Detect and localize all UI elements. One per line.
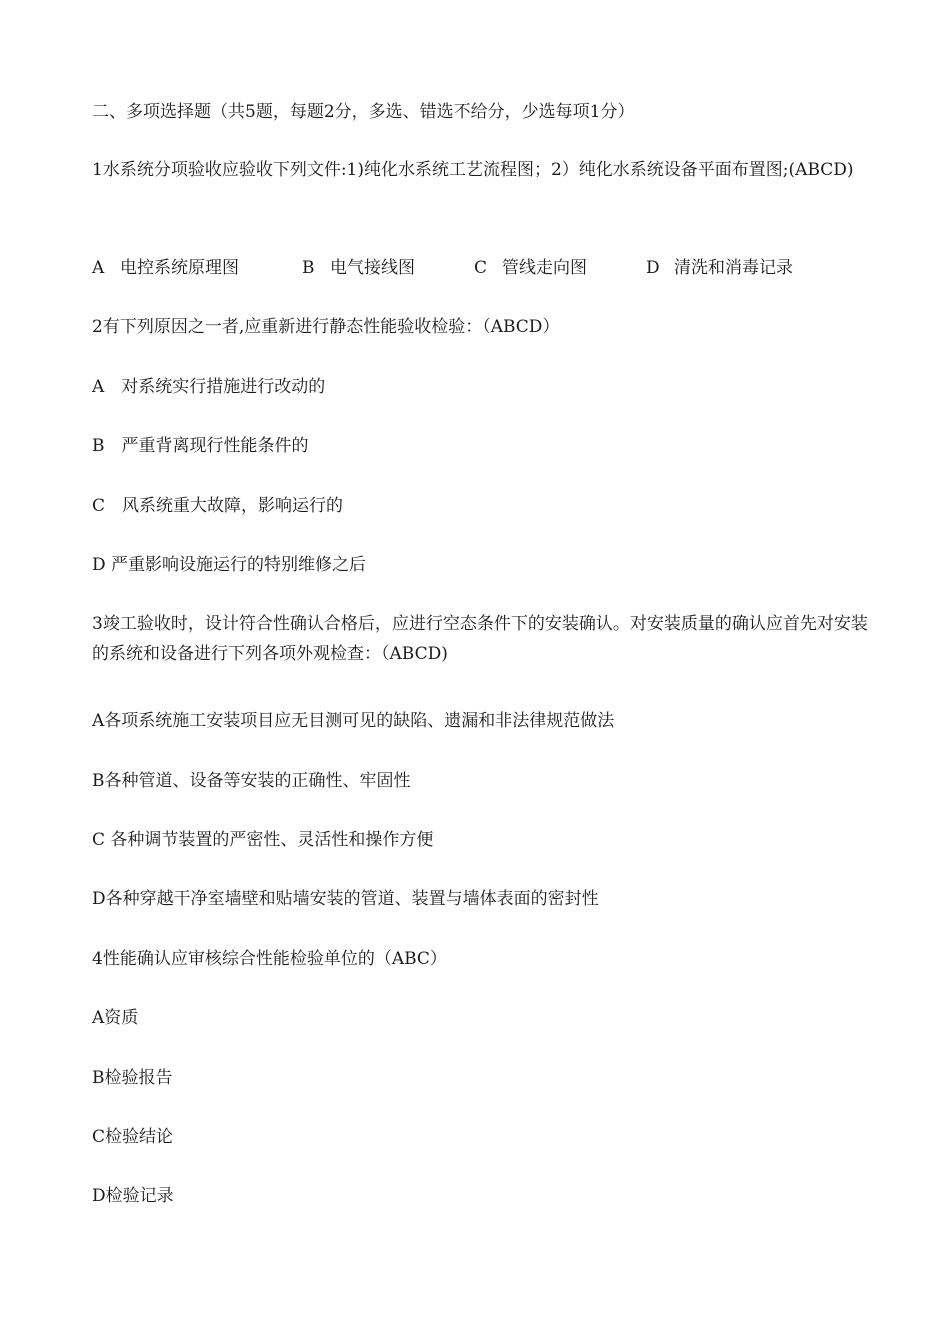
option-letter: C bbox=[474, 258, 488, 278]
question-4-option-a: A资质 bbox=[92, 1008, 139, 1028]
question-2-option-c: C 风系统重大故障，影响运行的 bbox=[92, 496, 344, 516]
question-3-option-c: C 各种调节装置的严密性、灵活性和操作方便 bbox=[92, 830, 434, 850]
question-4-text: 4性能确认应审核综合性能检验单位的（ABC） bbox=[92, 949, 447, 969]
question-3-option-d: D各种穿越干净室墙壁和贴墙安装的管道、装置与墙体表面的密封性 bbox=[92, 889, 599, 909]
question-1-option-b bbox=[302, 255, 474, 281]
question-1-option-a bbox=[92, 255, 302, 281]
option-letter: B bbox=[302, 258, 315, 278]
question-2-option-b: B 严重背离现行性能条件的 bbox=[92, 436, 309, 456]
option-text: 管线走向图 bbox=[502, 258, 587, 278]
question-2-option-d: D 严重影响设施运行的特别维修之后 bbox=[92, 555, 367, 575]
question-1-option-c bbox=[474, 255, 646, 281]
option-letter: A bbox=[92, 258, 105, 278]
question-3-option-a: A各项系统施工安装项目应无目测可见的缺陷、遗漏和非法律规范做法 bbox=[92, 711, 615, 731]
question-1-option-d bbox=[646, 255, 866, 281]
option-letter: D bbox=[646, 258, 660, 278]
question-4-option-c: C检验结论 bbox=[92, 1127, 174, 1147]
question-1-options bbox=[92, 255, 872, 281]
question-3-option-b: B各种管道、设备等安装的正确性、牢固性 bbox=[92, 771, 411, 791]
question-2-option-a: A 对系统实行措施进行改动的 bbox=[92, 377, 326, 397]
option-text: 清洗和消毒记录 bbox=[674, 258, 793, 278]
option-text: 电气接线图 bbox=[330, 258, 415, 278]
question-1-text: 1水系统分项验收应验收下列文件:1)纯化水系统工艺流程图；2）纯化水系统设备平面布置图;(ABCD) bbox=[92, 160, 854, 180]
question-4-option-b: B检验报告 bbox=[92, 1068, 173, 1088]
option-text: 电控系统原理图 bbox=[120, 258, 239, 278]
question-3-text: 3竣工验收时，设计符合性确认合格后，应进行空态条件下的安装确认。对安装质量的确认应首先对安装的系统和设备进行下列各项外观检查：（ABCD) bbox=[92, 614, 868, 664]
section-title: 二、多项选择题（共5题，每题2分，多选、错选不给分，少选每项1分） bbox=[92, 102, 635, 122]
question-2-text: 2有下列原因之一者,应重新进行静态性能验收检验：（ABCD） bbox=[92, 317, 560, 337]
question-4-option-d: D检验记录 bbox=[92, 1186, 174, 1206]
